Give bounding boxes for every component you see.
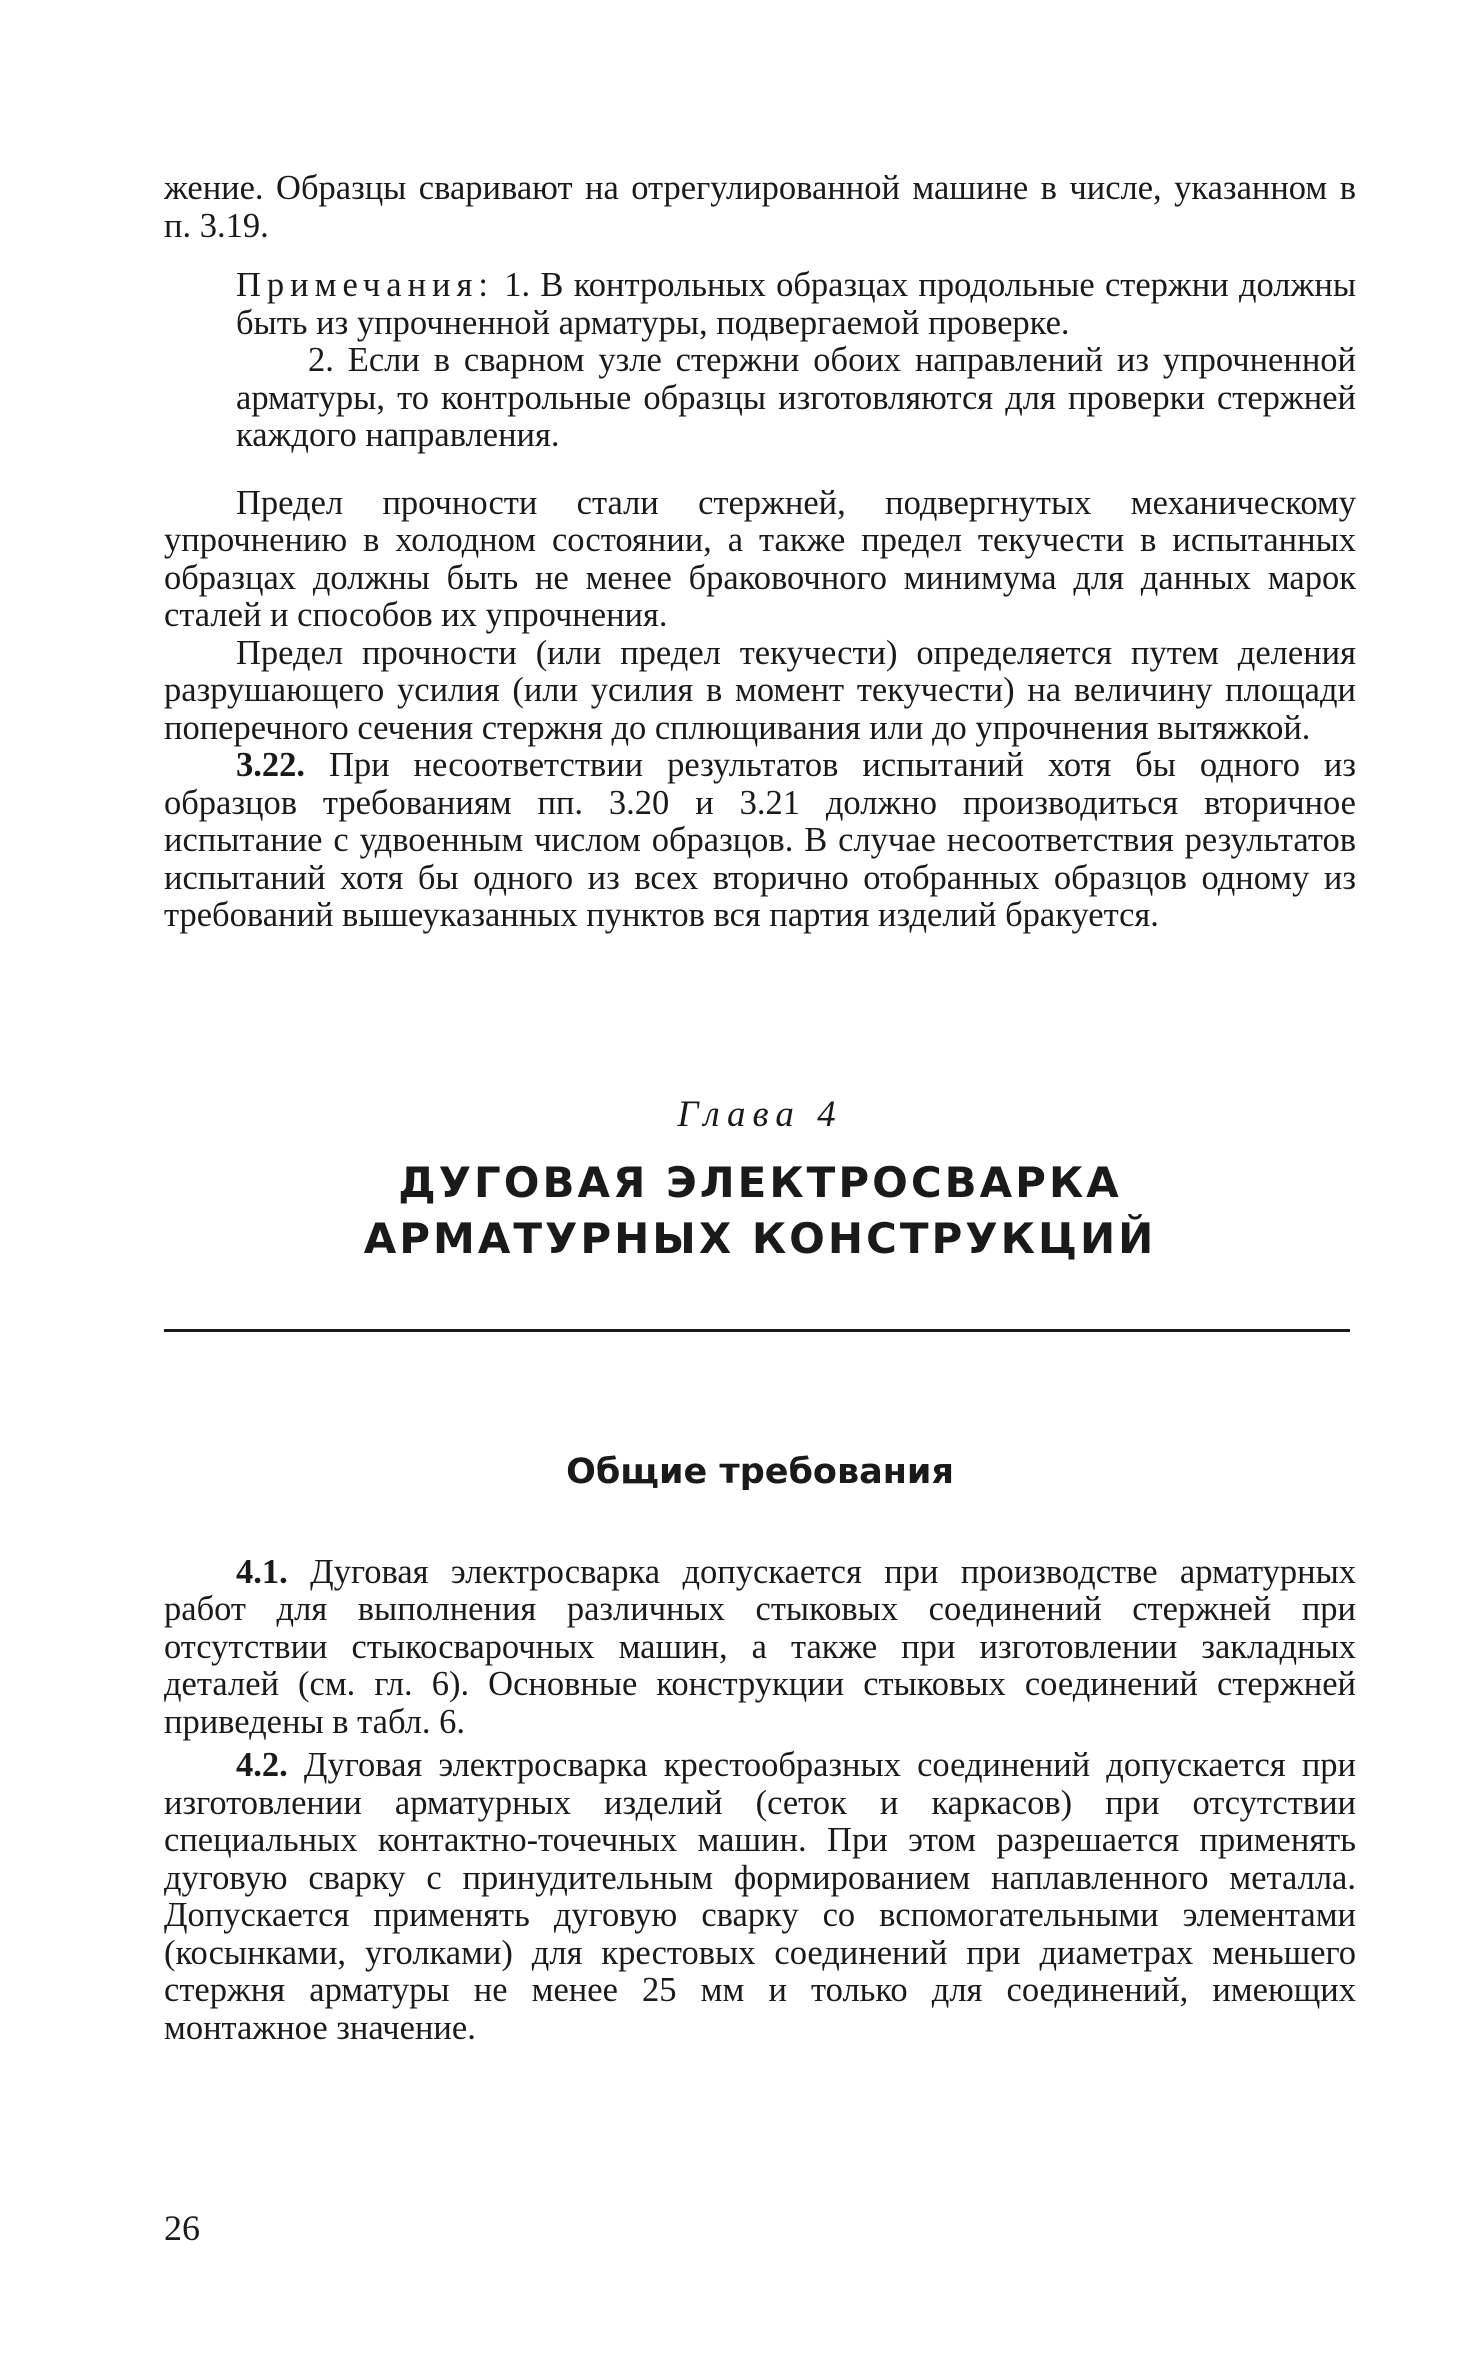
paragraph-3-22 bbox=[164, 747, 1356, 935]
page-number: 26 bbox=[164, 2208, 200, 2248]
page-body bbox=[164, 170, 1356, 2047]
chapter-label: Глава 4 bbox=[677, 1093, 843, 1135]
paragraph-4-1 bbox=[164, 1554, 1356, 1742]
paragraph-strength-determination: Предел прочности (или предел текучести) определяется путем деления разрушающего усилия (или усилия в момент текучести) на величину площади поперечного сечения стержня до сплющивания или до упрочнения вытяжкой. bbox=[164, 633, 1356, 747]
paragraph-4-2 bbox=[164, 1747, 1356, 2047]
chapter-title-line-1: ДУГОВАЯ ЭЛЕКТРОСВАРКА bbox=[398, 1157, 1122, 1207]
note-1 bbox=[236, 267, 1356, 342]
notes-block bbox=[164, 267, 1356, 455]
notes-label: Примечания: bbox=[236, 266, 494, 304]
chapter-title-line-2: АРМАТУРНЫХ КОНСТРУКЦИЙ bbox=[363, 1213, 1157, 1263]
clause-number: 3.22. bbox=[236, 746, 305, 784]
note-2: 2. Если в сварном узле стержни обоих направлений из упрочненной арматуры, то контрольные образцы изготовляются для проверки стержней каждого направления. bbox=[236, 341, 1356, 454]
clause-number: 4.1. bbox=[236, 1552, 288, 1591]
section-title: Общие требования bbox=[566, 1451, 954, 1492]
clause-text: Дуговая электросварка крестообразных соединений допускается при изготовлении арматурных изделий (сеток и каркасов) при отсутствии специальных контактно-точечных машин. При этом разрешается применять дуговую сварку с принудительным формированием наплавленного металла. Допускается применять дуговую сварку со вспомогательными элементами (косынками, уголками) для крестовых соединений при диаметрах меньшего стержня арматуры не менее 25 мм и только для соединений, имеющих монтажное значение. bbox=[164, 1746, 1356, 2047]
chapter-divider bbox=[164, 1329, 1350, 1332]
section-paragraphs bbox=[164, 1554, 1356, 2048]
clause-text: Дуговая электросварка допускается при производстве арматурных работ для выполнения различных стыковых соединений стержней при отсутствии стыкосварочных машин, а также при изготовлении закладных деталей (см. гл. 6). Основные конструкции стыковых соединений стержней приведены в табл. 6. bbox=[164, 1552, 1356, 1741]
paragraph-strength-limit: Предел прочности стали стержней, подвергнутых механическому упрочнению в холодном состоянии, а также предел текучести в испытанных образцах должны быть не менее браковочного минимума для данных марок сталей и способов их упрочнения. bbox=[164, 483, 1356, 634]
clause-number: 4.2. bbox=[236, 1746, 288, 1784]
note-1-text: 1. В контрольных образцах продольные стержни должны быть из упрочненной арматуры, подвергаемой проверке. bbox=[236, 266, 1356, 342]
chapter-title bbox=[164, 1155, 1356, 1267]
top-paragraph: жение. Образцы сваривают на отрегулированной машине в числе, указанном в п. 3.19. bbox=[164, 169, 1356, 245]
clause-text: При несоответствии результатов испытаний хотя бы одного из образцов требованиям пп. 3.20 и 3.21 должно производиться вторичное испытание с удвоенным числом образцов. В случае несоответствия результатов испытаний хотя бы одного из всех вторично отобранных образцов одному из требований вышеуказанных пунктов вся партия изделий бракуется. bbox=[164, 746, 1356, 934]
